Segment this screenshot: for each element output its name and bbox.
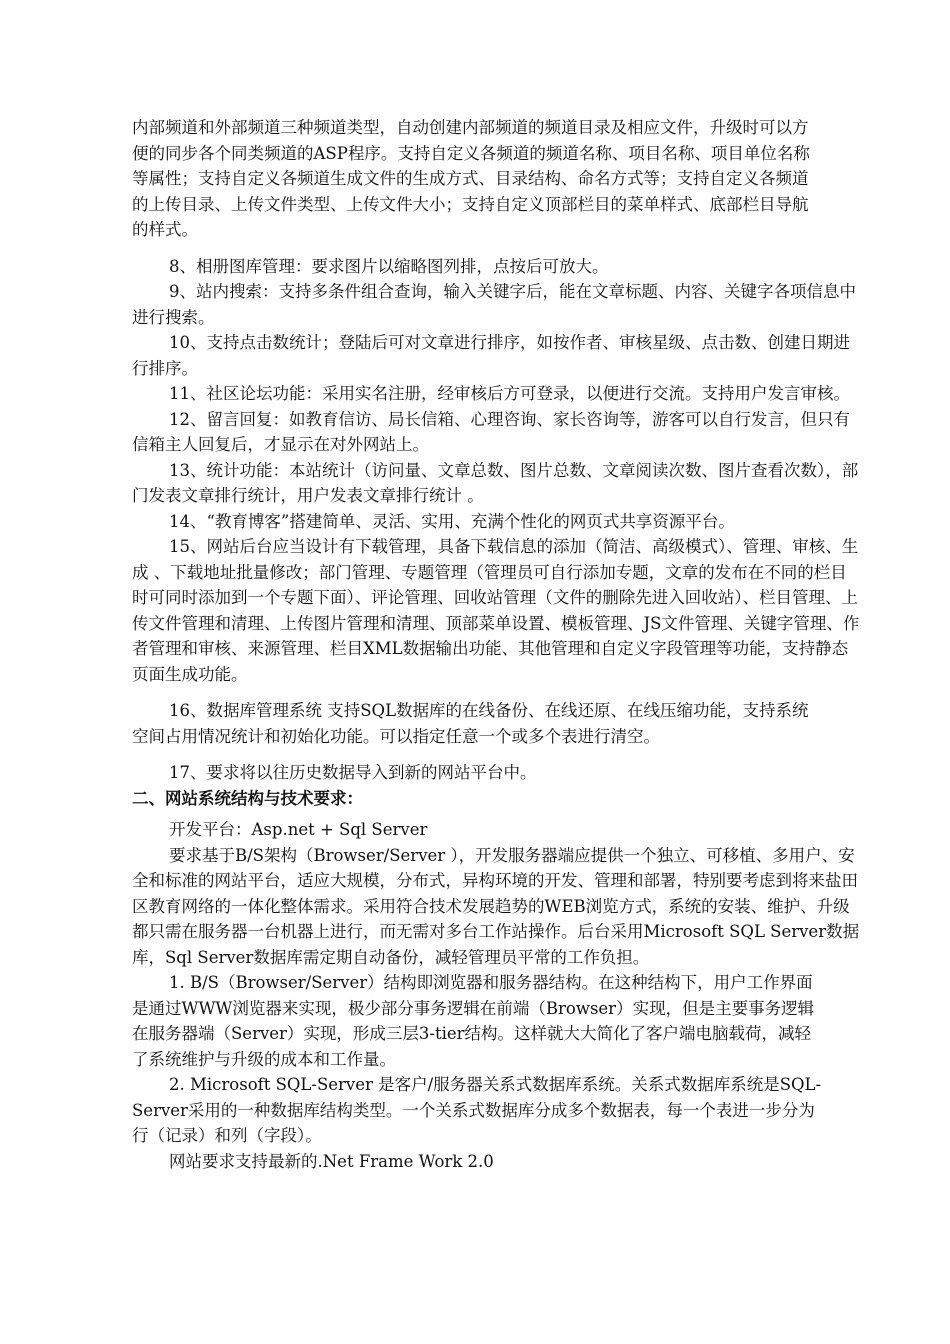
item-12: 12、留言回复：如教育信访、局长信箱、心理咨询、家长咨询等，游客可以自行发言，但只有信箱主人回复后，才显示在对外网站上。 [132,409,850,454]
item-11: 11、社区论坛功能：采用实名注册，经审核后方可登录，以便进行交流。支持用户发言审核。 [169,384,850,403]
section-heading: 二、网站系统结构与技术要求： [132,788,363,808]
item-13: 13、统计功能：本站统计（访问量、文章总数、图片总数、文章阅读次数、图片查看次数），部门发表文章排行统计，用户发表文章排行统计 。 [132,460,859,505]
item-15: 15、网站后台应当设计有下载管理，具备下载信息的添加（简洁、高级模式）、管理、审核、生成 、下载地址批量修改；部门管理、专题管理（管理员可自行添加专题，文章的发布在不同的栏目时可同时添加到一个专题下面）、评论管理、回收站管理（文件的删除先进入回收站）、栏目管理、上传文件管理和清理、上传图片管理和清理、顶部菜单设置、模板管理、JS文件管理、关键字管理、作者管理和审核、来源管理、栏目XML数据输出功能、其他管理和自定义字段管理等功能，支持静态页面生成功能。 [132,537,860,684]
item-9: 9、站内搜索：支持多条件组合查询，输入关键字后，能在文章标题、内容、关键字各项信息中进行搜索。 [132,282,856,327]
intro-paragraph: 内部频道和外部频道三种频道类型，自动创建内部频道的频道目录及相应文件，升级时可以方便的同步各个同类频道的ASP程序。支持自定义各频道的频道名称、项目名称、项目单位名称等属性；支持自定义各频道生成文件的生成方式、目录结构、命名方式等；支持自定义各频道的上传目录、上传文件类型、上传文件大小；支持自定义顶部栏目的菜单样式、底部栏目导航的样式。 [132,118,810,239]
item-8: 8、相册图库管理：要求图片以缩略图列排，点按后可放大。 [169,256,609,276]
document-page [132,115,862,1174]
item-16: 16、数据库管理系统 支持SQL数据库的在线备份、在线还原、在线压缩功能，支持系统空间占用情况统计和初始化功能。可以指定任意一个或多个表进行清空。 [132,701,809,746]
architecture-paragraph: 要求基于B/S架构（Browser/Server ），开发服务器端应提供一个独立、可移植、多用户、安全和标准的网站平台，适应大规模，分布式，异构环境的开发、管理和部署，特别要考虑到将来盐田区教育网络的一体化整体需求。采用符合技术发展趋势的WEB浏览方式，系统的安装、维护、升级都只需在服务器一台机器上进行，而无需对多台工作站操作。后台采用Microsoft SQL Server数据库，Sql Server数据库需定期自动备份，减轻管理员平常的工作负担。 [132,845,860,967]
sql-server-paragraph: 2. Microsoft SQL-Server 是客户/服务器关系式数据库系统。关系式数据库系统是SQL-Server采用的一种数据库结构类型。一个关系式数据库分成多个数据表，每一个表进一步分为行（记录）和列（字段）。 [132,1075,822,1145]
item-10: 10、支持点击数统计；登陆后可对文章进行排序，如按作者、审核星级、点击数、创建日期进行排序。 [132,333,850,378]
platform-line: 开发平台：Asp.net + Sql Server [169,820,428,839]
item-14: 14、“教育博客”搭建简单、灵活、实用、充满个性化的网页式共享资源平台。 [169,511,735,531]
item-17: 17、要求将以往历史数据导入到新的网站平台中。 [169,763,537,782]
bs-structure-paragraph: 1. B/S（Browser/Server）结构即浏览器和服务器结构。在这种结构下，用户工作界面是通过WWW浏览器来实现，极少部分事务逻辑在前端（Browser）实现，但是主要事务逻辑在服务器端（Server）实现，形成三层3-tier结构。这样就大大简化了客户端电脑载荷，减轻了系统维护与升级的成本和工作量。 [132,973,815,1069]
dotnet-requirement: 网站要求支持最新的.Net Frame Work 2.0 [169,1151,494,1171]
